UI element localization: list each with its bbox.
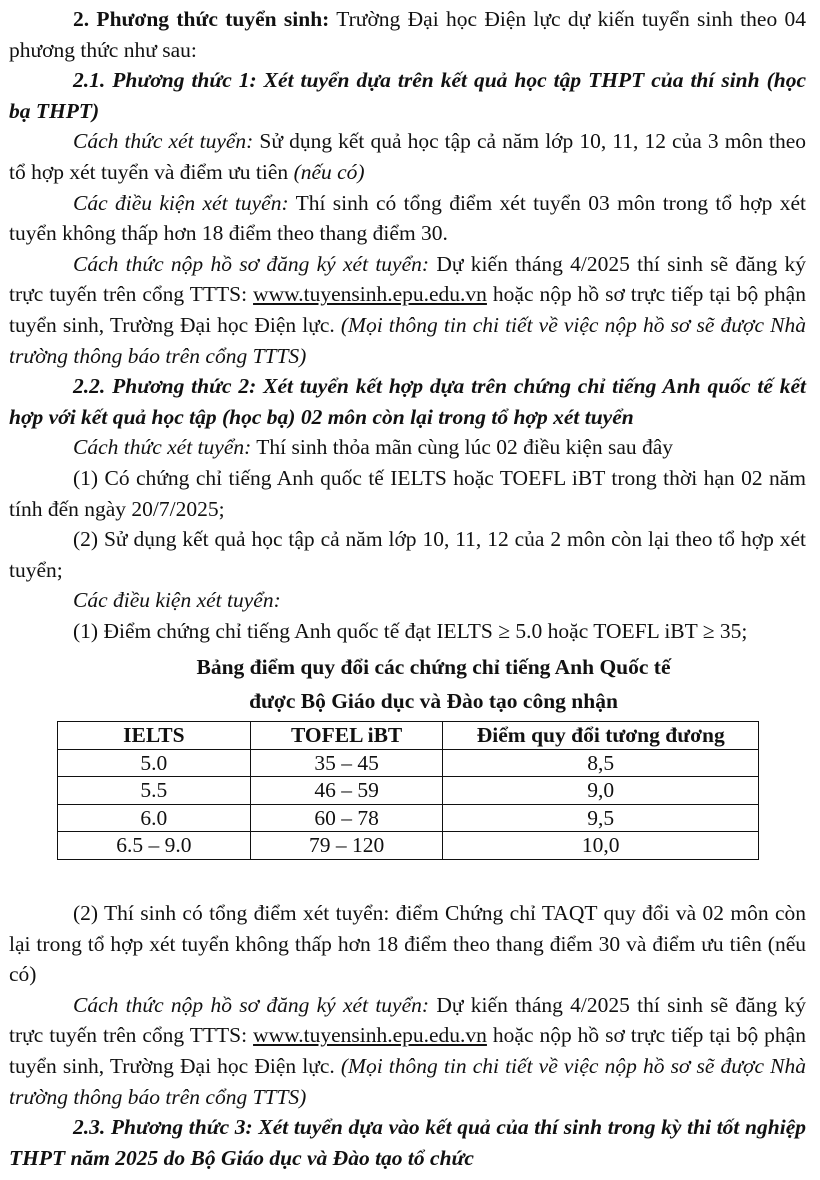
- section-2-paragraph: [9, 4, 806, 65]
- method-1-submit-label: Cách thức nộp hồ sơ đăng ký xét tuyển:: [73, 251, 430, 276]
- table-header-row: [58, 722, 759, 750]
- method-1-submit-note: (Mọi thông tin chi tiết về việc nộp hồ sơ sẽ được Nhà trường thông báo trên cổng TTTS): [9, 312, 806, 368]
- conversion-table-title-line-1: Bảng điểm quy đổi các chứng chỉ tiếng Anh Quốc tế: [196, 655, 671, 680]
- table-row: [58, 832, 759, 860]
- method-2-condition-item-2: (2) Thí sinh có tổng điểm xét tuyển: điểm Chứng chỉ TAQT quy đổi và 02 môn còn lại trong tổ hợp xét tuyển không thấp hơn 18 điểm theo thang điểm 30 và điểm ưu tiên (nếu có): [9, 900, 806, 987]
- method-2-title: 2.2. Phương thức 2: Xét tuyển kết hợp dựa trên chứng chỉ tiếng Anh quốc tế kết hợp với kết quả học tập (học bạ) 02 môn còn lại trong tổ hợp xét tuyển: [9, 374, 806, 429]
- conversion-table-title: [9, 650, 806, 718]
- cell-toefl: 60 – 78: [250, 804, 443, 832]
- spacer: [9, 860, 806, 898]
- method-1-submit-text-2: hoặc nộp hồ sơ trực tiếp tại bộ phận tuyển sinh, Trường Đại học Điện lực.: [9, 282, 806, 337]
- cell-ielts: 6.0: [58, 804, 251, 832]
- cell-toefl: 79 – 120: [250, 832, 443, 860]
- method-2-conditions-label: Các điều kiện xét tuyển:: [73, 588, 281, 613]
- method-2-how-item-2: (2) Sử dụng kết quả học tập cả năm lớp 10, 11, 12 của 2 môn còn lại theo tổ hợp xét tuyển;: [9, 527, 806, 582]
- method-1-conditions-text: Thí sinh có tổng điểm xét tuyển 03 môn trong tổ hợp xét tuyển không thấp hơn 18 điểm theo thang điểm 30.: [9, 190, 806, 246]
- section-2-heading: 2. Phương thức tuyển sinh:: [73, 7, 330, 31]
- method-2-submit-paragraph: [9, 990, 806, 1112]
- method-3-title: 2.3. Phương thức 3: Xét tuyển dựa vào kết quả của thí sinh trong kỳ thi tốt nghiệp THPT năm 2025 do Bộ Giáo dục và Đào tạo tổ chức: [9, 1115, 806, 1170]
- method-1-how-note: (nếu có): [293, 159, 365, 184]
- table-row: [58, 804, 759, 832]
- method-2-submit-label: Cách thức nộp hồ sơ đăng ký xét tuyển:: [73, 992, 430, 1017]
- cell-ielts: 6.5 – 9.0: [58, 832, 251, 860]
- method-2-submit-text-1: Dự kiến tháng 4/2025 thí sinh sẽ đăng ký trực tuyến trên cổng TTTS:: [9, 992, 806, 1048]
- method-1-submit-paragraph: [9, 249, 806, 371]
- cell-ielts: 5.0: [58, 749, 251, 777]
- cell-score: 8,5: [443, 749, 759, 777]
- score-conversion-table: [57, 721, 759, 860]
- method-1-title: 2.1. Phương thức 1: Xét tuyển dựa trên kết quả học tập THPT của thí sinh (học bạ THPT): [9, 68, 806, 123]
- method-1-how-paragraph: [9, 126, 806, 187]
- method-1-conditions-label: Các điều kiện xét tuyển:: [73, 190, 289, 215]
- table-row: [58, 749, 759, 777]
- method-1-portal-link[interactable]: www.tuyensinh.epu.edu.vn: [253, 282, 487, 307]
- method-2-submit-note: (Mọi thông tin chi tiết về việc nộp hồ sơ sẽ được Nhà trường thông báo trên cổng TTTS): [9, 1053, 806, 1109]
- method-2-how-text: Thí sinh thỏa mãn cùng lúc 02 điều kiện sau đây: [251, 435, 674, 460]
- cell-toefl: 46 – 59: [250, 777, 443, 805]
- method-2-portal-link[interactable]: www.tuyensinh.epu.edu.vn: [253, 1023, 487, 1048]
- header-converted-score: Điểm quy đổi tương đương: [443, 722, 759, 750]
- method-2-how-paragraph: [9, 432, 806, 463]
- cell-toefl: 35 – 45: [250, 749, 443, 777]
- method-2-condition-item-1: (1) Điểm chứng chỉ tiếng Anh quốc tế đạt IELTS ≥ 5.0 hoặc TOEFL iBT ≥ 35;: [73, 618, 748, 643]
- cell-ielts: 5.5: [58, 777, 251, 805]
- section-2-intro: Trường Đại học Điện lực dự kiến tuyển sinh theo 04 phương thức như sau:: [9, 7, 807, 62]
- conversion-table-title-line-2: được Bộ Giáo dục và Đào tạo công nhận: [249, 689, 618, 714]
- method-2-how-label: Cách thức xét tuyển:: [73, 435, 252, 460]
- method-2-submit-text-2: hoặc nộp hồ sơ trực tiếp tại bộ phận tuyển sinh, Trường Đại học Điện lực.: [9, 1023, 806, 1078]
- cell-score: 9,5: [443, 804, 759, 832]
- cell-score: 9,0: [443, 777, 759, 805]
- method-2-how-item-1: (1) Có chứng chỉ tiếng Anh quốc tế IELTS hoặc TOEFL iBT trong thời hạn 02 năm tính đến ngày 20/7/2025;: [9, 465, 806, 521]
- method-1-conditions-paragraph: [9, 188, 806, 249]
- method-1-submit-text-1: Dự kiến tháng 4/2025 thí sinh sẽ đăng ký trực tuyến trên cổng TTTS:: [9, 251, 806, 307]
- method-1-how-label: Cách thức xét tuyển:: [73, 129, 254, 154]
- header-toefl: TOFEL iBT: [250, 722, 443, 750]
- cell-score: 10,0: [443, 832, 759, 860]
- table-row: [58, 777, 759, 805]
- method-1-how-text: Sử dụng kết quả học tập cả năm lớp 10, 11, 12 của 3 môn theo tổ hợp xét tuyển và điểm ưu tiên: [9, 129, 807, 184]
- header-ielts: IELTS: [58, 722, 251, 750]
